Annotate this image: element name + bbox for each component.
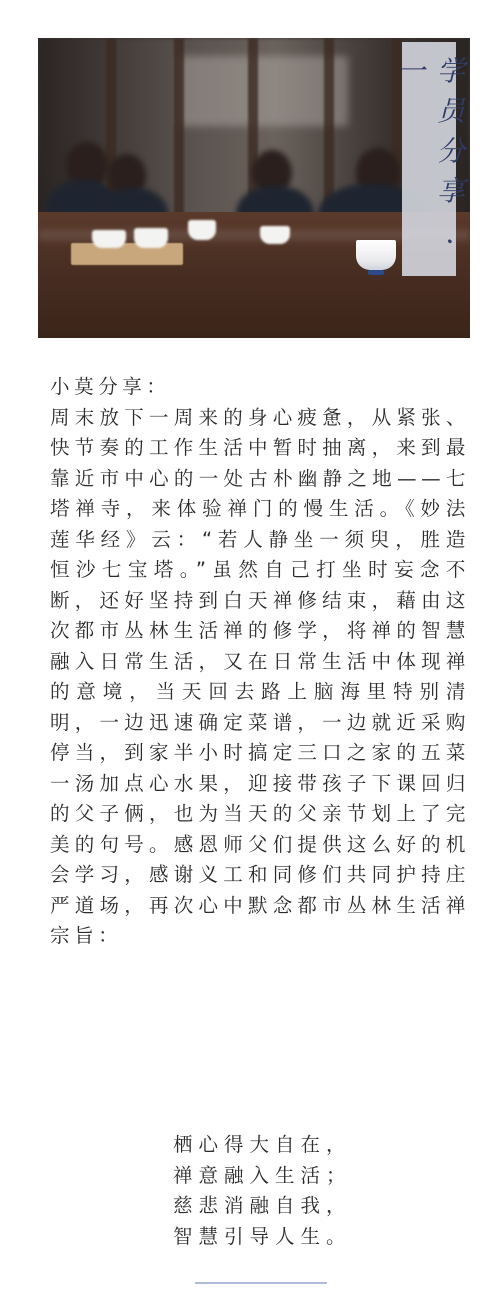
speaker-label: 小莫分享： bbox=[50, 375, 171, 398]
photo-tray bbox=[71, 243, 183, 265]
article-paragraph: 周末放下一周来的身心疲惫，从紧张、快节奏的工作生活中暂时抽离，来到最靠近市中心的一处古朴幽静之地——七塔禅寺，来体验禅门的慢生活。《妙法莲华经》云：“若人静坐一须臾，胜造恒沙七宝塔。”虽然自己打坐时妄念不断，还好坚持到白天禅修结束，藉由这次都市丛林生活禅的修学，将禅的智慧融入日常生活，又在日常生活中体现禅的意境，当天回去路上脑海里特别清明，一边迅速确定菜谱，一边就近采购停当，到家半小时搞定三口之家的五菜一汤加点心水果，迎接带孩子下课回归的父子俩，也为当天的父亲节划上了完美的句号。感恩师父们提供这么好的机会学习，感谢义工和同修们共同护持庄严道场，再次心中默念都市丛林生活禅宗旨： bbox=[50, 405, 470, 947]
poem-line: 智慧引导人生。 bbox=[173, 1224, 352, 1248]
section-divider bbox=[195, 1282, 327, 1284]
photo-cup bbox=[134, 228, 168, 248]
photo-cup bbox=[188, 220, 216, 240]
poem-line: 慈悲消融自我， bbox=[173, 1194, 352, 1217]
photo-cup bbox=[260, 226, 290, 244]
title-strip bbox=[393, 42, 466, 276]
photo-window bbox=[178, 56, 348, 126]
photo-beam bbox=[174, 38, 184, 224]
page-title: 学员分享 · 一 bbox=[393, 56, 466, 258]
article-body bbox=[50, 372, 470, 952]
poem-block bbox=[173, 1130, 433, 1252]
poem-line: 禅意融入生活； bbox=[173, 1163, 352, 1187]
poem-line: 栖心得大自在， bbox=[173, 1133, 352, 1156]
photo-cup bbox=[92, 230, 126, 248]
